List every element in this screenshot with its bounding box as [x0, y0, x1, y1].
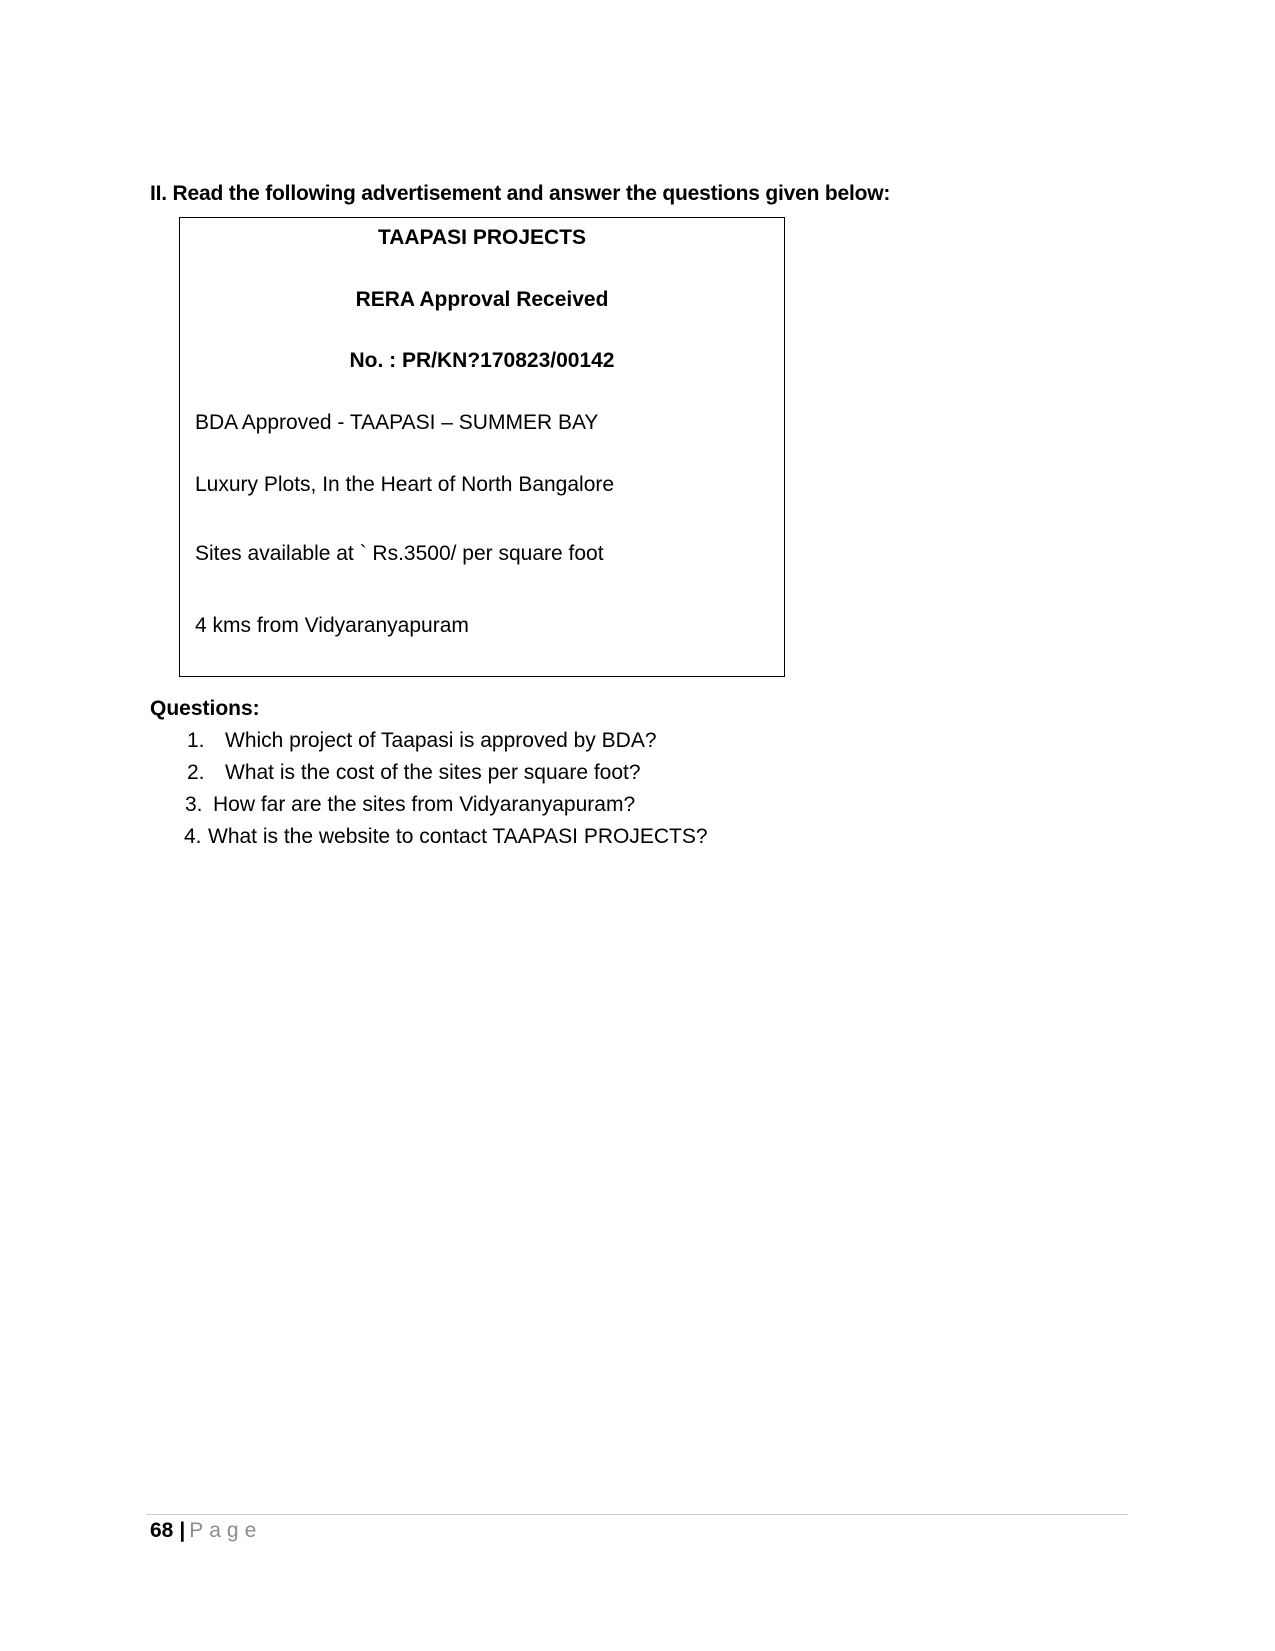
ad-line-bda: BDA Approved - TAAPASI – SUMMER BAY [195, 411, 599, 434]
ad-title: TAAPASI PROJECTS [377, 226, 587, 249]
ad-number: No. : PR/KN?170823/00142 [349, 349, 615, 372]
question-number: 4. [184, 825, 202, 848]
question-text: Which project of Taapasi is approved by BDA? [225, 729, 657, 752]
question-number: 1. [187, 729, 205, 752]
question-number: 2. [187, 761, 205, 784]
question-number: 3. [185, 793, 203, 816]
question-item [187, 729, 657, 753]
question-text: How far are the sites from Vidyaranyapuram? [213, 793, 636, 816]
question-item [187, 761, 641, 785]
question-text: What is the cost of the sites per square foot? [225, 761, 641, 784]
page-number: 68 [150, 1519, 174, 1542]
footer-separator: | [179, 1519, 186, 1542]
question-item [185, 793, 635, 817]
instruction-heading: II. Read the following advertisement and answer the questions given below: [150, 182, 891, 205]
page-label: Page [189, 1519, 263, 1542]
questions-heading: Questions: [150, 697, 260, 720]
question-text: What is the website to contact TAAPASI PROJECTS? [208, 825, 708, 848]
ad-line-price: Sites available at ` Rs.3500/ per square foot [195, 542, 604, 565]
question-item [184, 825, 708, 849]
ad-approval: RERA Approval Received [355, 288, 609, 311]
advertisement-box [179, 217, 785, 677]
footer-divider [146, 1514, 1128, 1515]
page-footer [150, 1519, 262, 1543]
ad-line-plots: Luxury Plots, In the Heart of North Bangalore [195, 473, 615, 496]
ad-line-distance: 4 kms from Vidyaranyapuram [195, 614, 469, 637]
